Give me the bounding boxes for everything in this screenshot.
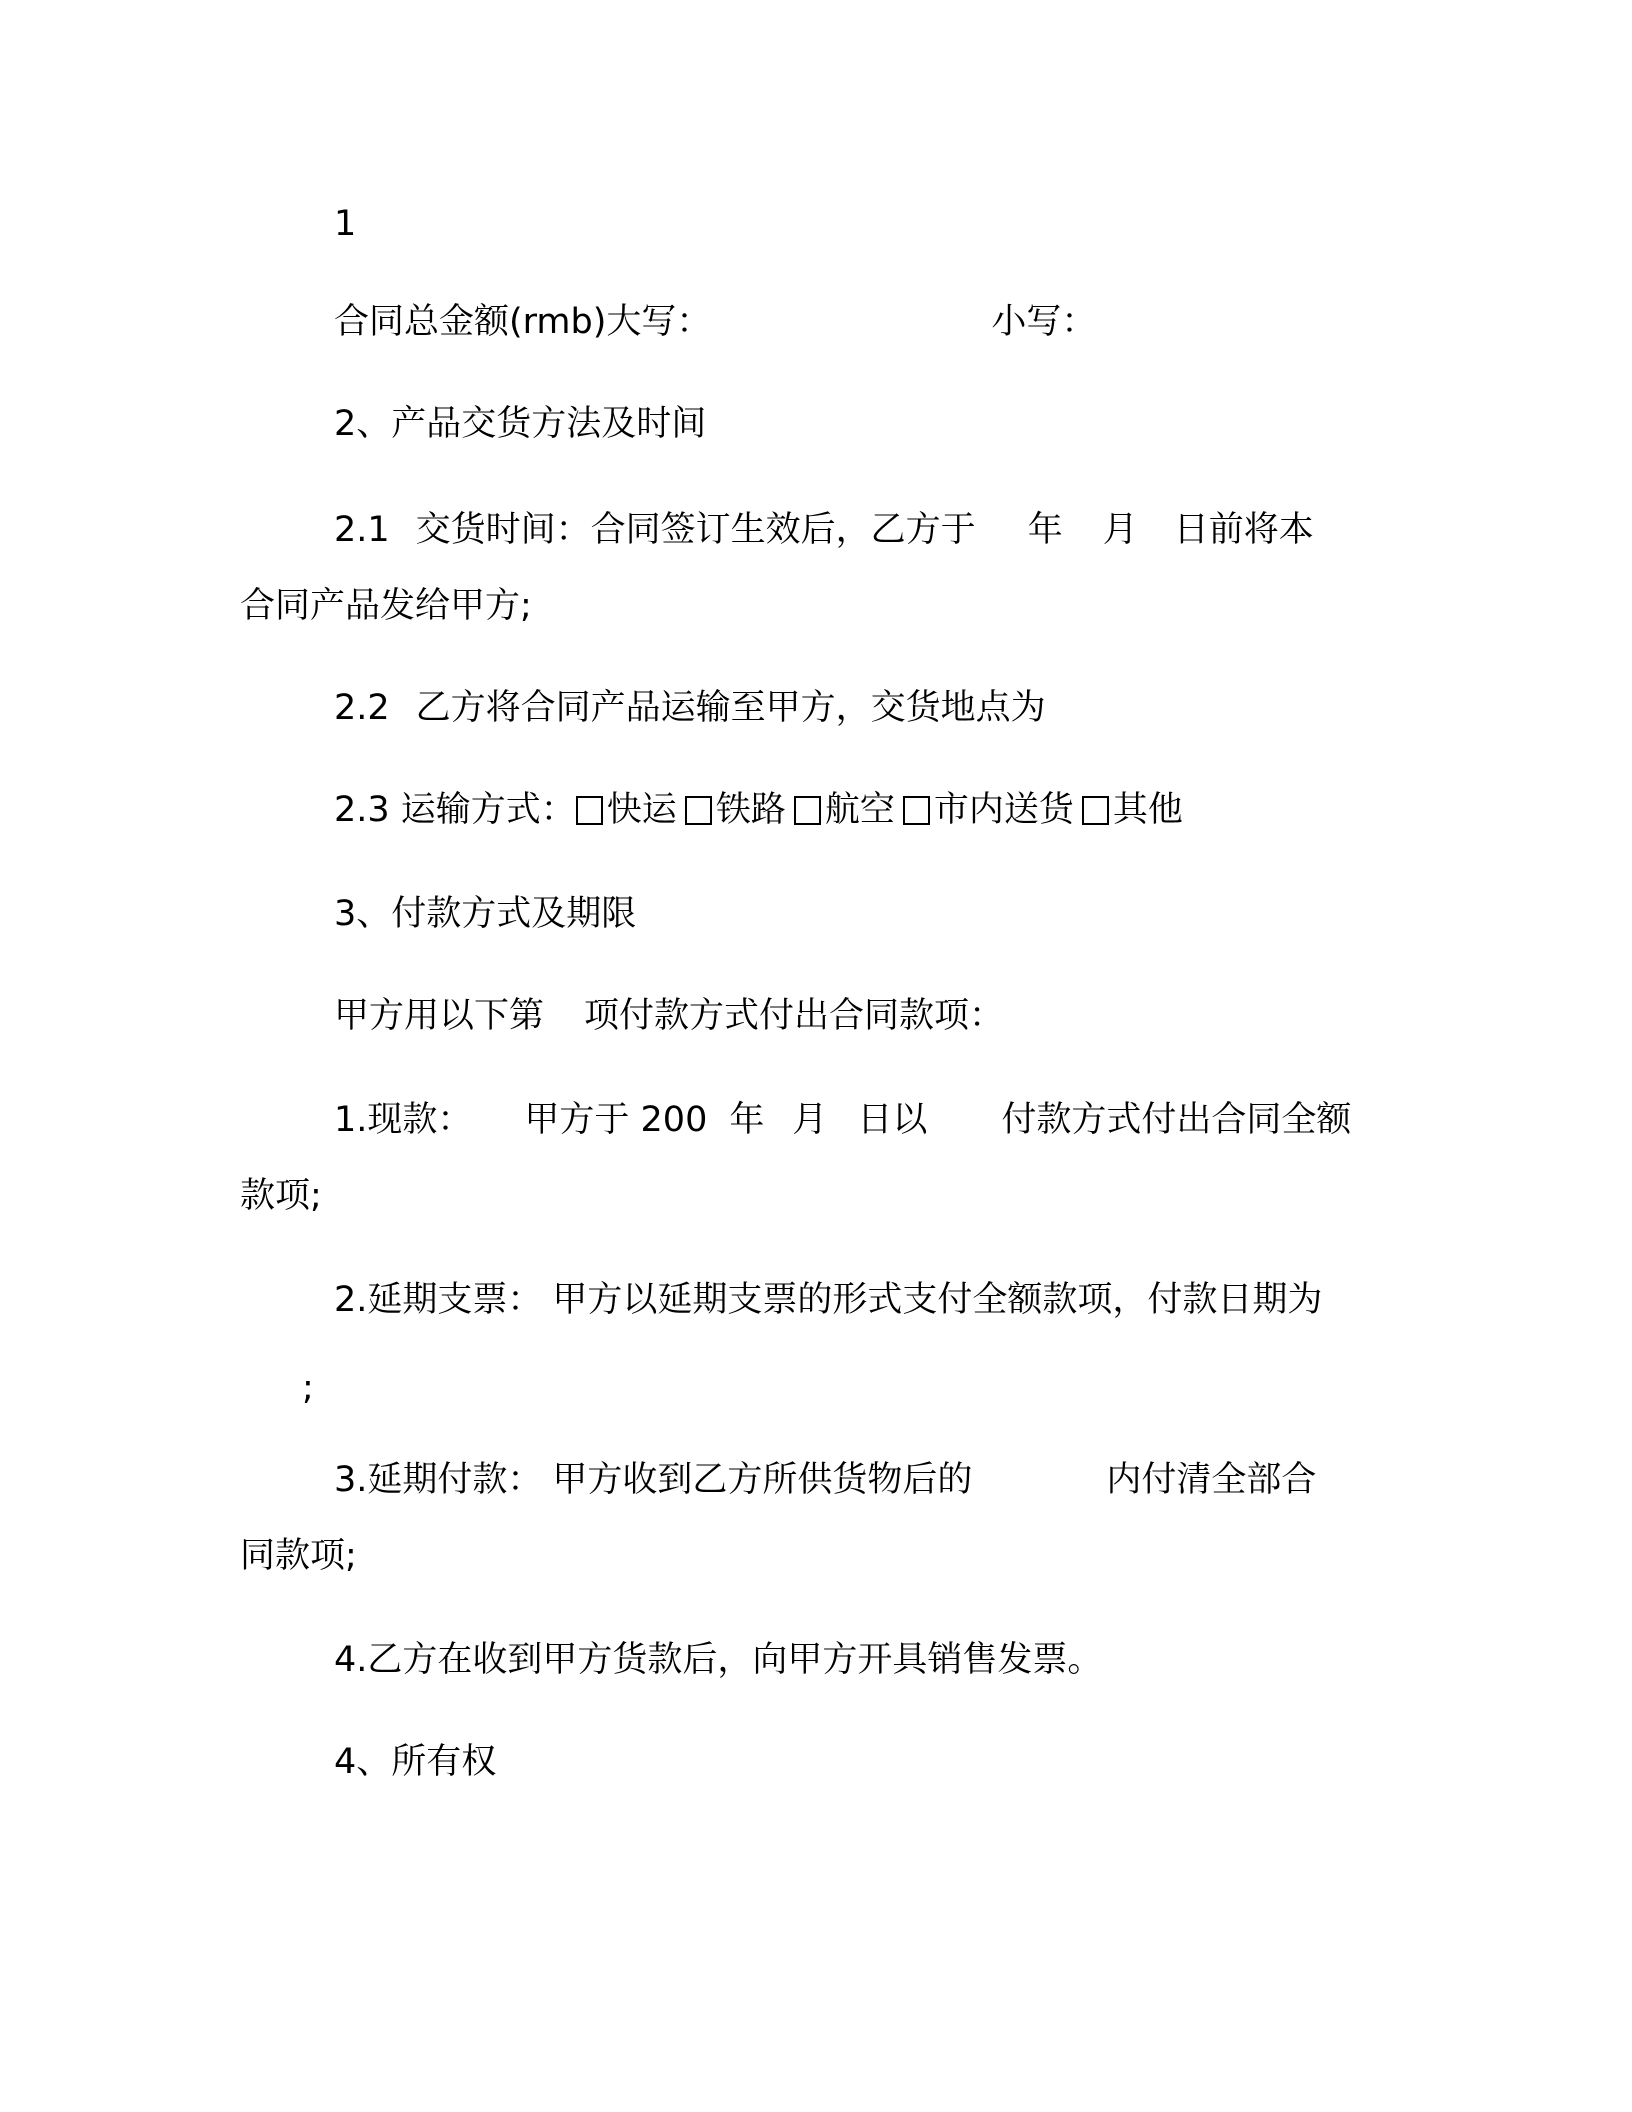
- payment-item-1-line: [334, 1096, 1351, 1144]
- payment-item-2-line: [334, 1276, 1322, 1324]
- checkbox-other[interactable]: [1082, 796, 1109, 825]
- payment-item-2-continuation: ;: [302, 1368, 314, 1408]
- payment-item-2-text: 甲方以延期支票的形式支付全额款项，付款日期为: [552, 1280, 1323, 1320]
- payment-item-1-label: 1.现款：: [334, 1100, 473, 1140]
- page-number: 1: [334, 204, 357, 244]
- checkbox-railway[interactable]: [685, 796, 712, 825]
- checkbox-express[interactable]: [576, 796, 603, 825]
- payment-intro-end: 项付款方式付出合同款项：: [584, 996, 1005, 1036]
- option-air: 航空: [824, 790, 895, 830]
- item-2-2-number: 2.2: [334, 688, 390, 728]
- payment-item-4-line: 4.乙方在收到甲方货款后，向甲方开具销售发票。: [334, 1640, 1103, 1680]
- payment-intro-line: [334, 992, 1004, 1040]
- section-3-title: 3、付款方式及期限: [334, 894, 637, 934]
- payment-item-1-year: 年: [729, 1100, 765, 1140]
- item-2-3-line: [334, 786, 1183, 834]
- option-local-delivery: 市内送货: [933, 790, 1074, 830]
- item-2-1-text: 交货时间：合同签订生效后，乙方于: [415, 510, 976, 550]
- item-2-1-continuation: 合同产品发给甲方;: [240, 586, 532, 626]
- checkbox-local-delivery[interactable]: [903, 796, 930, 825]
- item-2-1-line: [334, 506, 1314, 554]
- payment-item-3-text: 甲方收到乙方所供货物后的: [552, 1460, 973, 1500]
- item-2-1-month: 月: [1102, 510, 1138, 550]
- payment-item-3-continuation: 同款项;: [240, 1536, 357, 1576]
- contract-amount-line: [334, 298, 1096, 346]
- payment-item-3-label: 3.延期付款：: [334, 1460, 543, 1500]
- amount-lower-label: 小写：: [991, 302, 1097, 342]
- amount-upper-label: 合同总金额(rmb)大写：: [334, 302, 712, 342]
- option-other: 其他: [1112, 790, 1183, 830]
- section-4-title: 4、所有权: [334, 1742, 497, 1782]
- item-2-1-tail: 日前将本: [1173, 510, 1314, 550]
- payment-item-3-line: [334, 1456, 1316, 1504]
- payment-item-3-tail: 内付清全部合: [1106, 1460, 1317, 1500]
- option-express: 快运: [606, 790, 677, 830]
- payment-intro-start: 甲方用以下第: [334, 996, 545, 1036]
- section-2-title: 2、产品交货方法及时间: [334, 404, 707, 444]
- item-2-2-text: 乙方将合同产品运输至甲方，交货地点为: [415, 688, 1046, 728]
- checkbox-air[interactable]: [794, 796, 821, 825]
- payment-item-1-continuation: 款项;: [240, 1176, 322, 1216]
- item-2-1-number: 2.1: [334, 510, 390, 550]
- payment-item-2-label: 2.延期支票：: [334, 1280, 543, 1320]
- option-railway: 铁路: [715, 790, 786, 830]
- item-2-1-year: 年: [1027, 510, 1063, 550]
- payment-item-1-text: 甲方于 200: [524, 1100, 708, 1140]
- payment-item-1-day: 日以: [857, 1100, 928, 1140]
- transport-label: 2.3 运输方式：: [334, 790, 576, 830]
- payment-item-1-month: 月: [792, 1100, 828, 1140]
- item-2-2-line: [334, 684, 1046, 732]
- payment-item-1-tail: 付款方式付出合同全额: [1001, 1100, 1352, 1140]
